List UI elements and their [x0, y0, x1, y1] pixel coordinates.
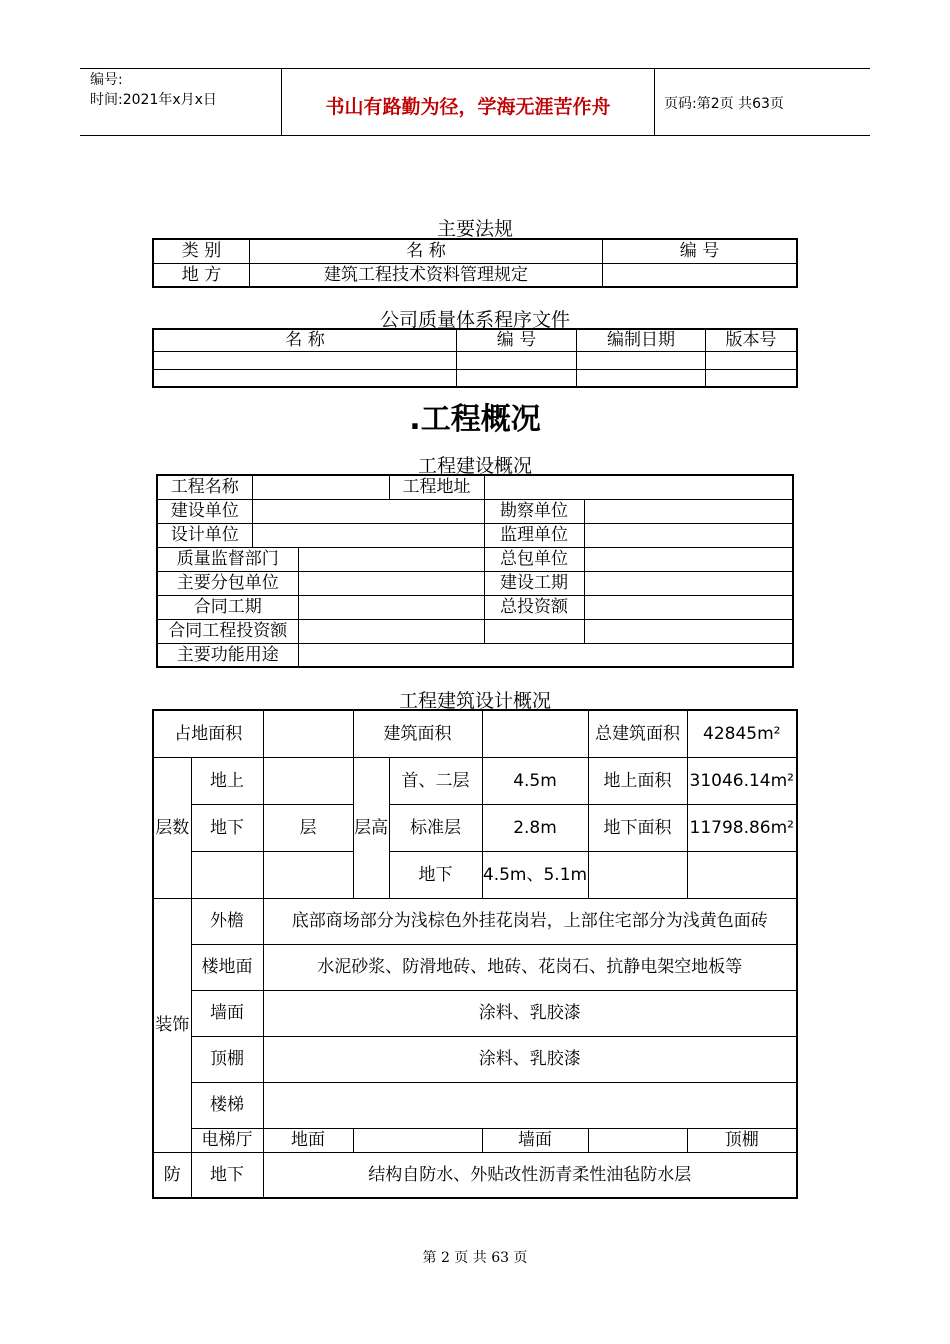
table-cell — [153, 351, 457, 369]
value-cell — [263, 1082, 797, 1128]
value-cell: 层 — [263, 804, 353, 851]
floor-height-label: 层高 — [354, 817, 388, 838]
header-meta — [90, 70, 217, 110]
decoration-label: 装饰 — [155, 1015, 190, 1035]
construction-title: 工程建设概况 — [417, 455, 532, 477]
value-cell — [584, 595, 793, 619]
label-cell: 合同工期 — [157, 595, 298, 619]
label-cell: 总包单位 — [484, 547, 584, 571]
label-cell: 地下 — [191, 1152, 263, 1198]
value-cell — [482, 710, 588, 757]
table-cell — [457, 351, 577, 369]
value-cell — [252, 475, 389, 499]
value-cell — [584, 547, 793, 571]
value-cell — [484, 619, 584, 643]
value-cell — [298, 547, 484, 571]
table-cell — [603, 263, 798, 287]
table-cell — [457, 369, 577, 387]
value-cell — [588, 851, 687, 898]
table-cell: 建筑工程技术资料管理规定 — [250, 263, 603, 287]
value-cell: 涂料、乳胶漆 — [263, 990, 797, 1036]
value-cell — [687, 851, 797, 898]
label-cell: 合同工程投资额 — [157, 619, 298, 643]
value-cell — [298, 643, 793, 667]
header-cell: 类 别 — [153, 239, 250, 263]
label-cell: 监理单位 — [484, 523, 584, 547]
label-cell: 主要分包单位 — [157, 571, 298, 595]
header-cell: 编 号 — [457, 329, 577, 351]
header-page-info: 页码:第2页 共63页 — [664, 96, 784, 112]
regulations-table — [152, 238, 798, 288]
label-cell: 地上 — [191, 757, 263, 804]
label-cell: 墙面 — [482, 1128, 588, 1152]
header-time: 时间:2021年x月x日 — [90, 92, 217, 108]
header-code: 编号: — [90, 72, 123, 88]
label-cell: 总投资额 — [484, 595, 584, 619]
label-cell: 防 — [153, 1152, 191, 1198]
value-cell — [584, 523, 793, 547]
table-cell — [577, 369, 706, 387]
table-cell: 地 方 — [153, 263, 250, 287]
label-cell: 地下 — [389, 851, 482, 898]
label-cell: 顶棚 — [191, 1036, 263, 1082]
label-cell: 建设单位 — [157, 499, 252, 523]
page-footer: 第 2 页 共 63 页 — [422, 1250, 528, 1266]
label-cell: 占地面积 — [153, 710, 263, 757]
value-cell — [484, 475, 793, 499]
procedures-table — [152, 328, 798, 388]
value-cell — [252, 499, 484, 523]
label-cell: 顶棚 — [687, 1128, 797, 1152]
construction-table — [156, 474, 794, 668]
label-cell: 楼地面 — [191, 944, 263, 990]
label-cell: 地下面积 — [588, 804, 687, 851]
value-cell: 42845m² — [687, 710, 797, 757]
label-cell: 工程名称 — [157, 475, 252, 499]
label-cell: 主要功能用途 — [157, 643, 298, 667]
value-cell: 31046.14m² — [687, 757, 797, 804]
header-cell: 编 号 — [603, 239, 798, 263]
label-cell: 首、二层 — [389, 757, 482, 804]
header-cell: 名 称 — [153, 329, 457, 351]
architecture-title: 工程建筑设计概况 — [398, 690, 551, 712]
label-cell — [153, 898, 191, 1152]
value-cell — [353, 1128, 482, 1152]
section-title: .工程概况 — [409, 402, 541, 437]
value-cell: 涂料、乳胶漆 — [263, 1036, 797, 1082]
table-cell — [153, 369, 457, 387]
header-bottom-rule — [80, 135, 870, 136]
architecture-table — [152, 709, 798, 1199]
label-cell: 勘察单位 — [484, 499, 584, 523]
value-cell — [298, 619, 484, 643]
value-cell — [263, 710, 353, 757]
table-cell — [706, 351, 798, 369]
label-cell: 地下 — [191, 804, 263, 851]
value-cell — [584, 571, 793, 595]
value-cell — [588, 1128, 687, 1152]
value-cell: 2.8m — [482, 804, 588, 851]
label-cell: 建筑面积 — [353, 710, 482, 757]
label-cell — [353, 757, 389, 898]
value-cell: 11798.86m² — [687, 804, 797, 851]
value-cell — [584, 499, 793, 523]
label-cell: 外檐 — [191, 898, 263, 944]
value-cell — [263, 851, 353, 898]
label-cell: 地面 — [263, 1128, 353, 1152]
header-cell: 编制日期 — [577, 329, 706, 351]
label-cell — [153, 757, 191, 898]
value-cell: 4.5m — [482, 757, 588, 804]
label-cell: 楼梯 — [191, 1082, 263, 1128]
floors-label: 层数 — [155, 817, 190, 838]
label-cell: 墙面 — [191, 990, 263, 1036]
label-cell: 工程地址 — [389, 475, 484, 499]
value-cell: 底部商场部分为浅棕色外挂花岗岩，上部住宅部分为浅黄色面砖 — [263, 898, 797, 944]
table-cell — [577, 351, 706, 369]
value-cell: 水泥砂浆、防滑地砖、地砖、花岗石、抗静电架空地板等 — [263, 944, 797, 990]
label-cell: 电梯厅 — [191, 1128, 263, 1152]
regulations-title: 主要法规 — [436, 218, 513, 240]
value-cell: 4.5m、5.1m — [482, 851, 588, 898]
value-cell — [298, 571, 484, 595]
header-top-rule — [80, 68, 870, 69]
label-cell: 地上面积 — [588, 757, 687, 804]
header-cell: 名 称 — [250, 239, 603, 263]
table-cell — [706, 369, 798, 387]
value-cell — [298, 595, 484, 619]
value-cell: 结构自防水、外贴改性沥青柔性油毡防水层 — [263, 1152, 797, 1198]
value-cell — [252, 523, 484, 547]
header-motto: 书山有路勤为径，学海无涯苦作舟 — [325, 96, 611, 118]
label-cell: 质量监督部门 — [157, 547, 298, 571]
label-cell: 设计单位 — [157, 523, 252, 547]
label-cell: 建设工期 — [484, 571, 584, 595]
procedures-title: 公司质量体系程序文件 — [379, 309, 570, 331]
value-cell — [584, 619, 793, 643]
value-cell — [191, 851, 263, 898]
header-divider — [654, 68, 655, 136]
value-cell — [263, 757, 353, 804]
label-cell: 标准层 — [389, 804, 482, 851]
label-cell: 总建筑面积 — [588, 710, 687, 757]
header-cell: 版本号 — [706, 329, 798, 351]
